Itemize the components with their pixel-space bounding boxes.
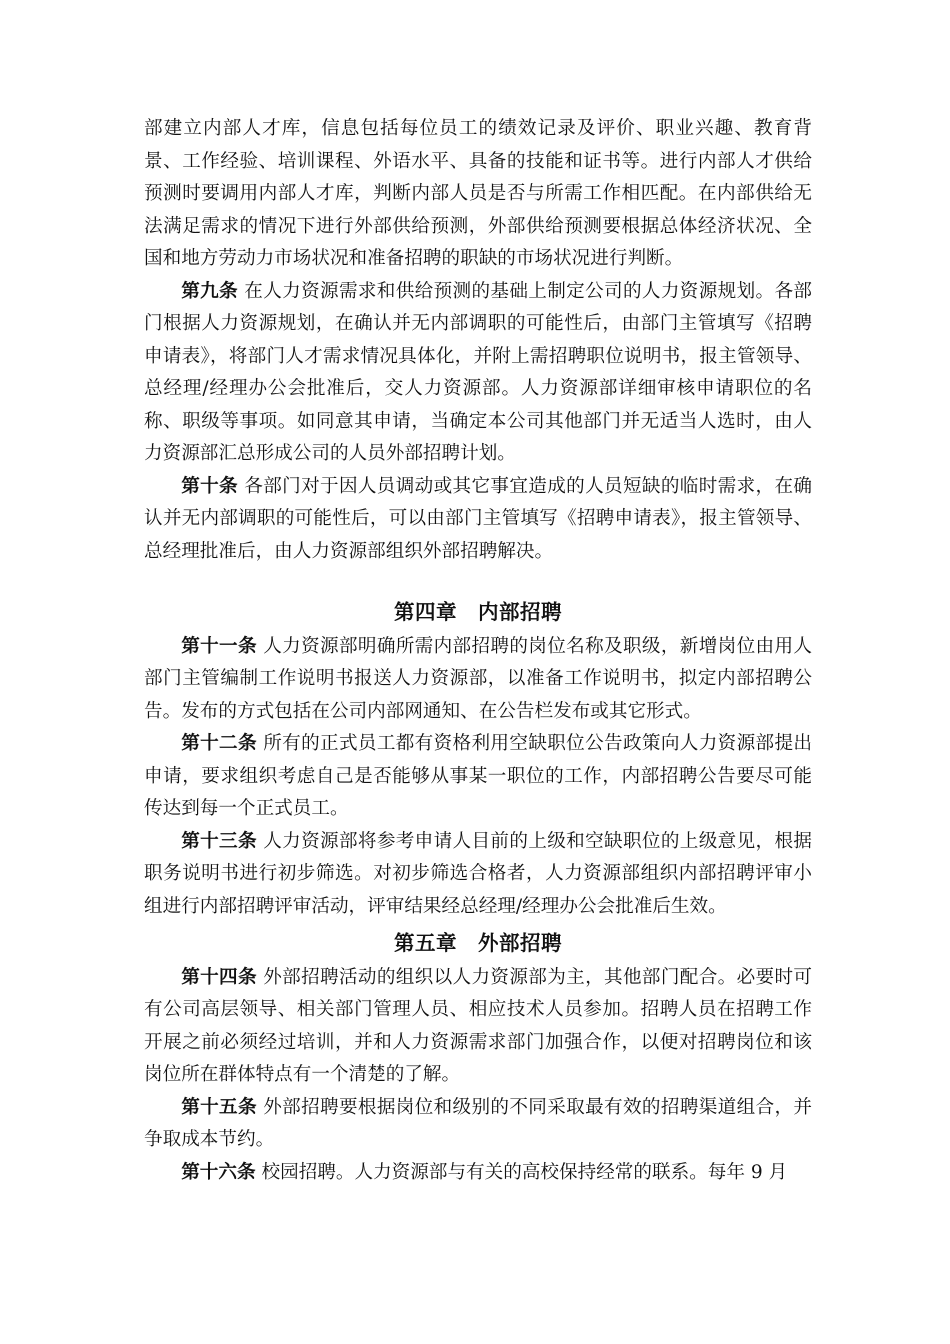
article-12 (144, 728, 812, 826)
article-16 (144, 1157, 812, 1190)
article-15 (144, 1092, 812, 1157)
article-label: 第十六条 (181, 1161, 256, 1183)
article-13 (144, 826, 812, 924)
continued-paragraph (144, 113, 812, 276)
article-label: 第十五条 (181, 1096, 257, 1118)
chapter-heading: 第四章 内部招聘 (394, 600, 562, 624)
article-text: 所有的正式员工都有资格利用空缺职位公告政策向人力资源部提出申请，要求组织考虑自己是否能够从事某一职位的工作，内部招聘公告要尽可能传达到每一个正式员工。 (144, 733, 812, 819)
article-14 (144, 962, 812, 1092)
article-11 (144, 631, 812, 729)
article-text: 人力资源部明确所需内部招聘的岗位名称及职级，新增岗位由用人部门主管编制工作说明书报送人力资源部，以准备工作说明书，拟定内部招聘公告。发布的方式包括在公司内部网通知、在公告栏发布或其它形式。 (144, 635, 812, 722)
article-label: 第十一条 (181, 635, 257, 657)
chapter-heading: 第五章 外部招聘 (394, 931, 562, 955)
article-text: 人力资源部将参考申请人目前的上级和空缺职位的上级意见，根据职务说明书进行初步筛选。对初步筛选合格者，人力资源部组织内部招聘评审小组进行内部招聘评审活动，评审结果经总经理/经理办公会批准后生效。 (144, 830, 812, 917)
document-body (144, 113, 812, 1189)
article-text: 外部招聘活动的组织以人力资源部为主，其他部门配合。必要时可有公司高层领导、相关部门管理人员、相应技术人员参加。招聘人员在招聘工作开展之前必须经过培训，并和人力资源需求部门加强合作，以便对招聘岗位和该岗位所在群体特点有一个清楚的了解。 (144, 966, 812, 1085)
article-label: 第十四条 (181, 966, 257, 988)
article-text: 各部门对于因人员调动或其它事宜造成的人员短缺的临时需求，在确认并无内部调职的可能性后，可以由部门主管填写《招聘申请表》，报主管领导、总经理批准后，由人力资源部组织外部招聘解决。 (144, 475, 812, 562)
article-label: 第十三条 (181, 830, 257, 852)
article-9 (144, 276, 812, 471)
article-label: 第十二条 (181, 733, 257, 754)
article-text: 校园招聘。人力资源部与有关的高校保持经常的联系。每年 9 月 (261, 1161, 788, 1183)
paragraph-text: 部建立内部人才库，信息包括每位员工的绩效记录及评价、职业兴趣、教育背景、工作经验、培训课程、外语水平、具备的技能和证书等。进行内部人才供给预测时要调用内部人才库，判断内部人员是否与所需工作相匹配。在内部供给无法满足需求的情况下进行外部供给预测，外部供给预测要根据总体经济状况、全国和地方劳动力市场状况和准备招聘的职缺的市场状况进行判断。 (144, 118, 812, 269)
article-label: 第九条 (181, 280, 238, 302)
article-text: 在人力资源需求和供给预测的基础上制定公司的人力资源规划。各部门根据人力资源规划，在确认并无内部调职的可能性后，由部门主管填写《招聘申请表》，将部门人才需求情况具体化，并附上需招聘职位说明书，报主管领导、总经理/经理办公会批准后，交人力资源部。人力资源部详细审核申请职位的名称、职级等事项。如同意其申请，当确定本公司其他部门并无适当人选时，由人力资源部汇总形成公司的人员外部招聘计划。 (144, 280, 812, 464)
article-label: 第十条 (181, 475, 238, 497)
article-10 (144, 471, 812, 569)
article-text: 外部招聘要根据岗位和级别的不同采取最有效的招聘渠道组合，并争取成本节约。 (144, 1096, 812, 1150)
